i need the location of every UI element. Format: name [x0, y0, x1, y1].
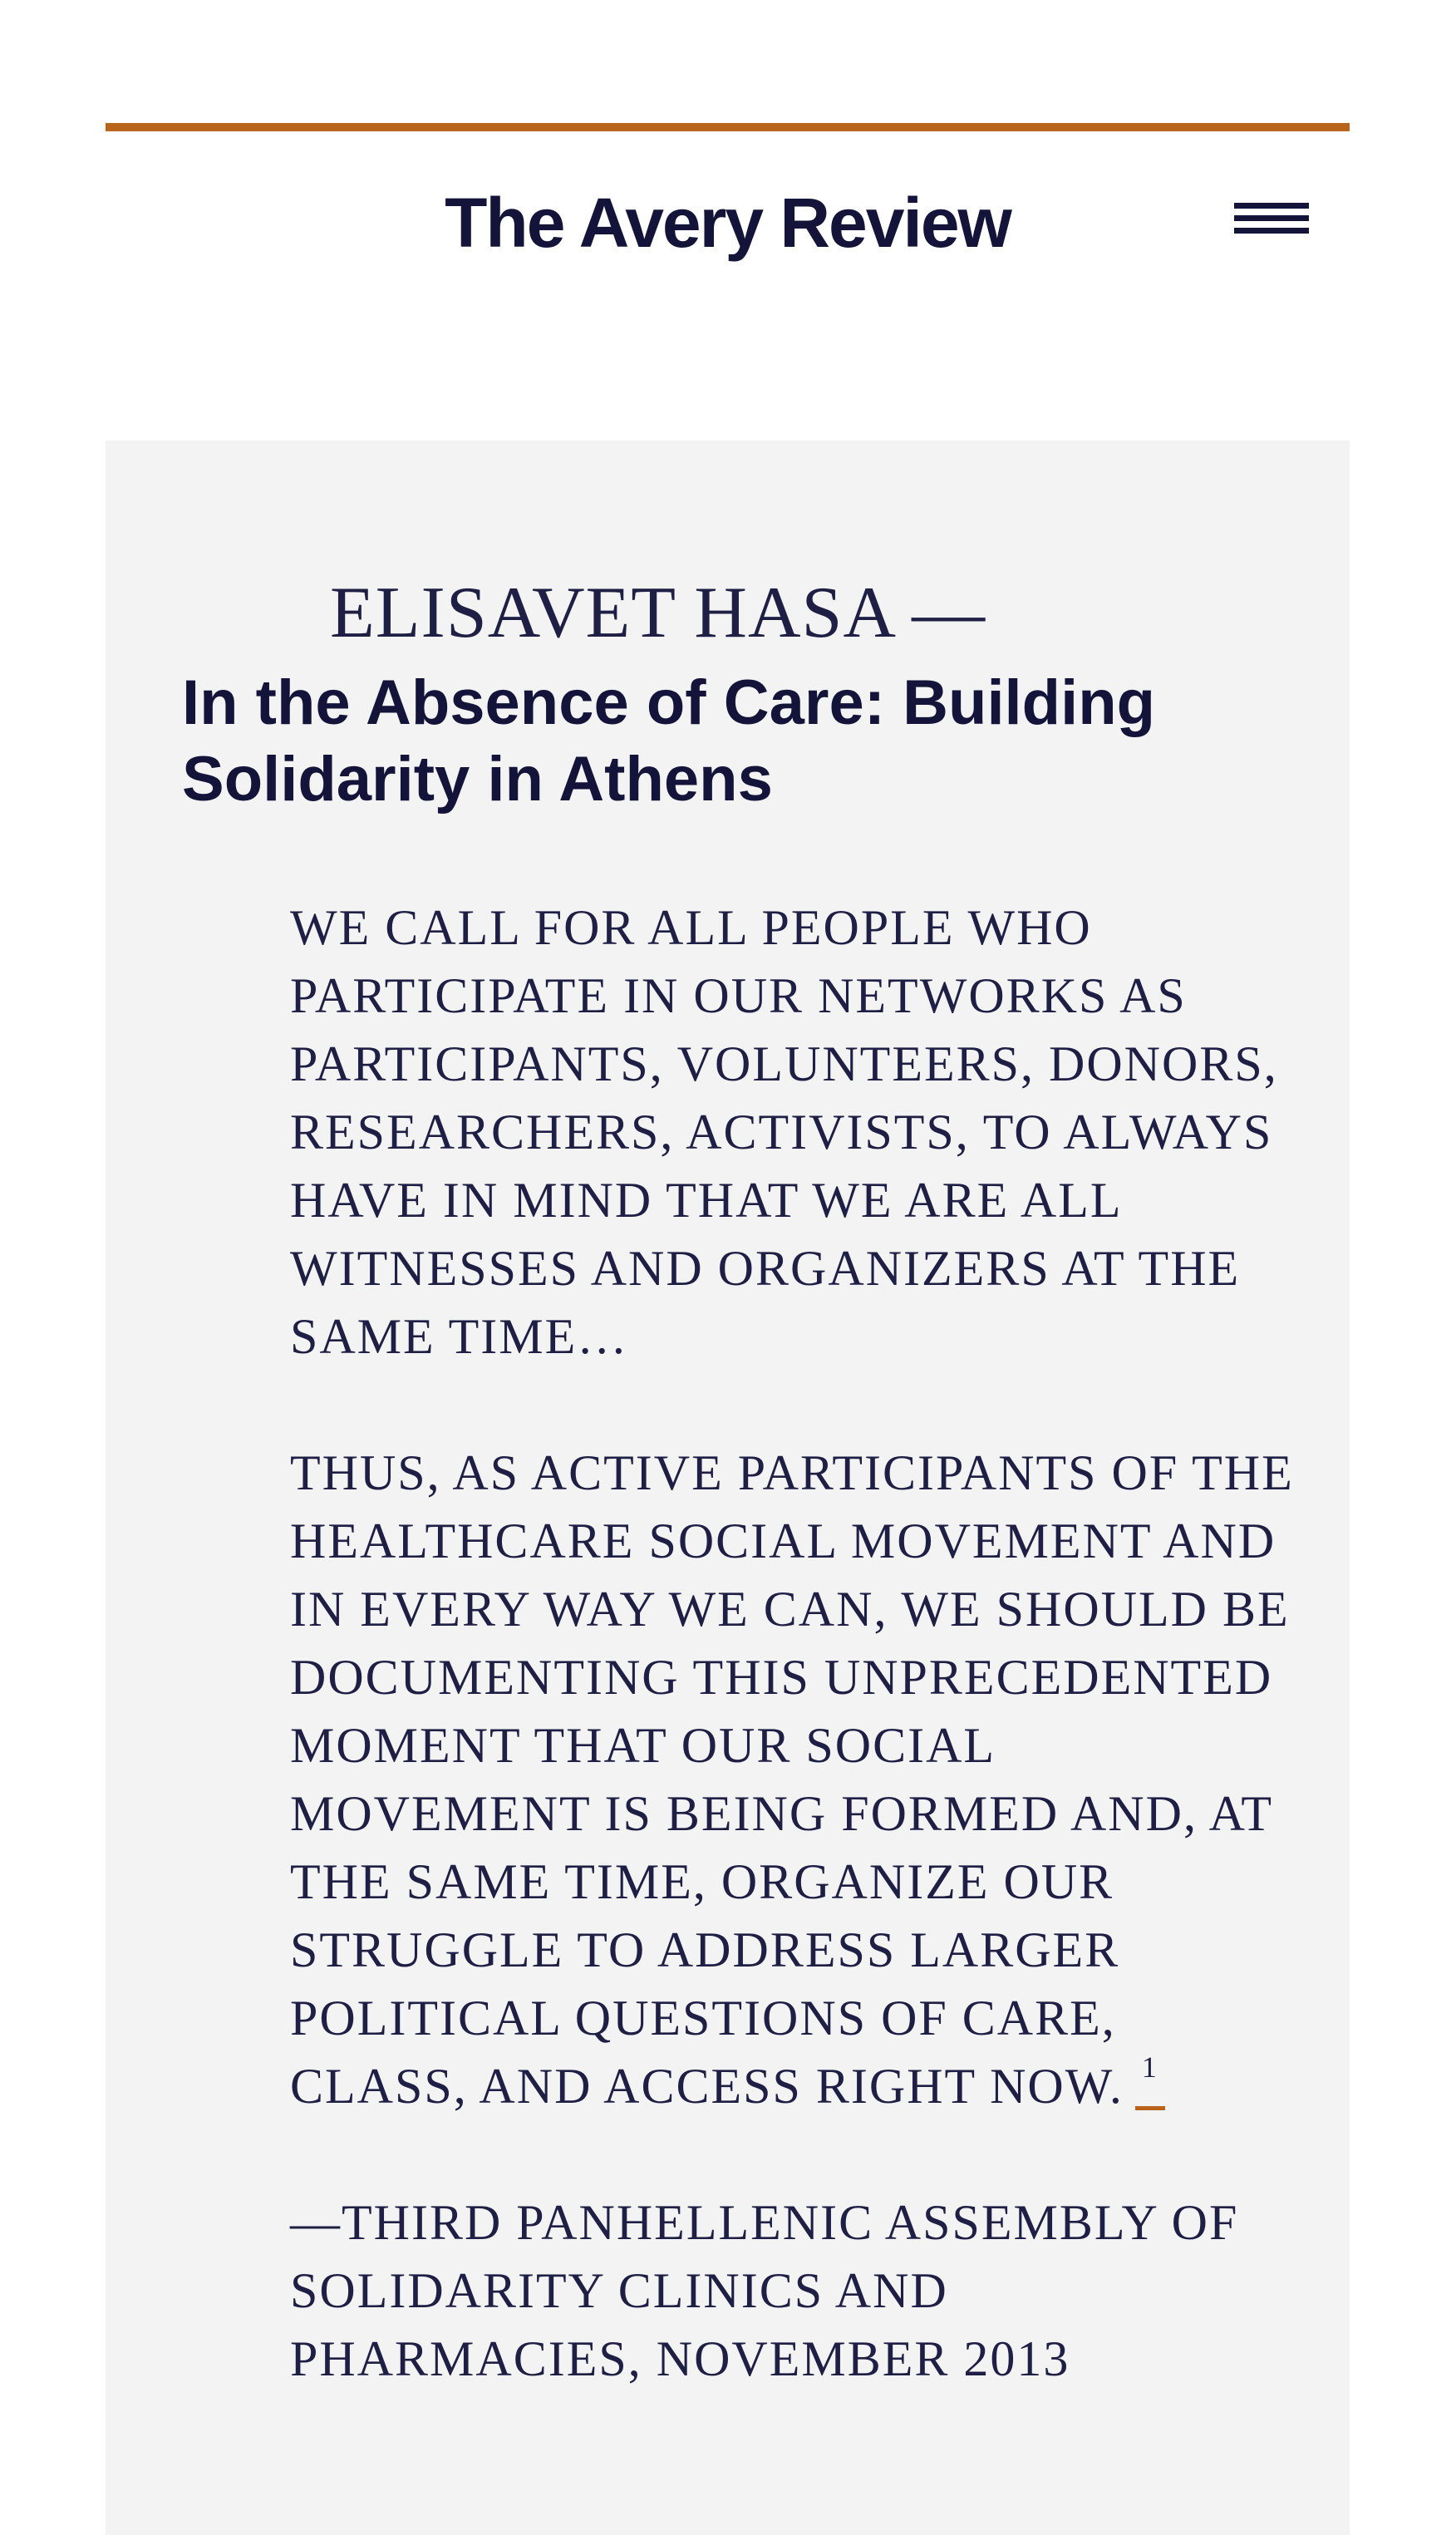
article-author[interactable]: ELISAVET HASA — — [330, 573, 986, 653]
epigraph-paragraph — [290, 1439, 1304, 2120]
epigraph-paragraph: WE CALL FOR ALL PEOPLE WHO PARTICIPATE IN OUR NETWORKS AS PARTICIPANTS, VOLUNTEERS, DONORS, RESEARCHERS, ACTIVISTS, TO ALWAYS HAVE IN MIND THAT WE ARE ALL WITNESSES AND ORGANIZERS AT THE SAME TIME… — [290, 900, 1278, 1364]
epigraph-attribution: —THIRD PANHELLENIC ASSEMBLY OF SOLIDARITY CLINICS AND PHARMACIES, NOVEMBER 2013 — [290, 2195, 1239, 2386]
menu-button[interactable] — [1234, 190, 1309, 248]
header-top-rule — [106, 123, 1350, 131]
site-title[interactable]: The Avery Review — [445, 184, 1011, 262]
article-content — [106, 441, 1350, 2535]
footnote-link[interactable]: 1 — [1135, 2052, 1165, 2094]
article-title: In the Absence of Care: Building Solidarity in Athens — [182, 667, 1156, 815]
hamburger-menu-icon — [1234, 190, 1309, 248]
site-header — [106, 131, 1350, 441]
page — [106, 123, 1350, 2429]
epigraph — [290, 893, 1304, 2461]
epigraph-paragraph-text: THUS, AS ACTIVE PARTICIPANTS OF THE HEALTHCARE SOCIAL MOVEMENT AND IN EVERY WAY WE CAN, WE SHOULD BE DOCUMENTING THIS UNPRECEDENTED MOMENT THAT OUR SOCIAL MOVEMENT IS BEING FORMED AND, AT THE SAME TIME, ORGANIZE OUR STRUGGLE TO ADDRESS LARGER POLITICAL QUESTIONS OF CARE, CLASS, AND ACCESS RIGHT NOW. — [290, 1445, 1294, 2114]
